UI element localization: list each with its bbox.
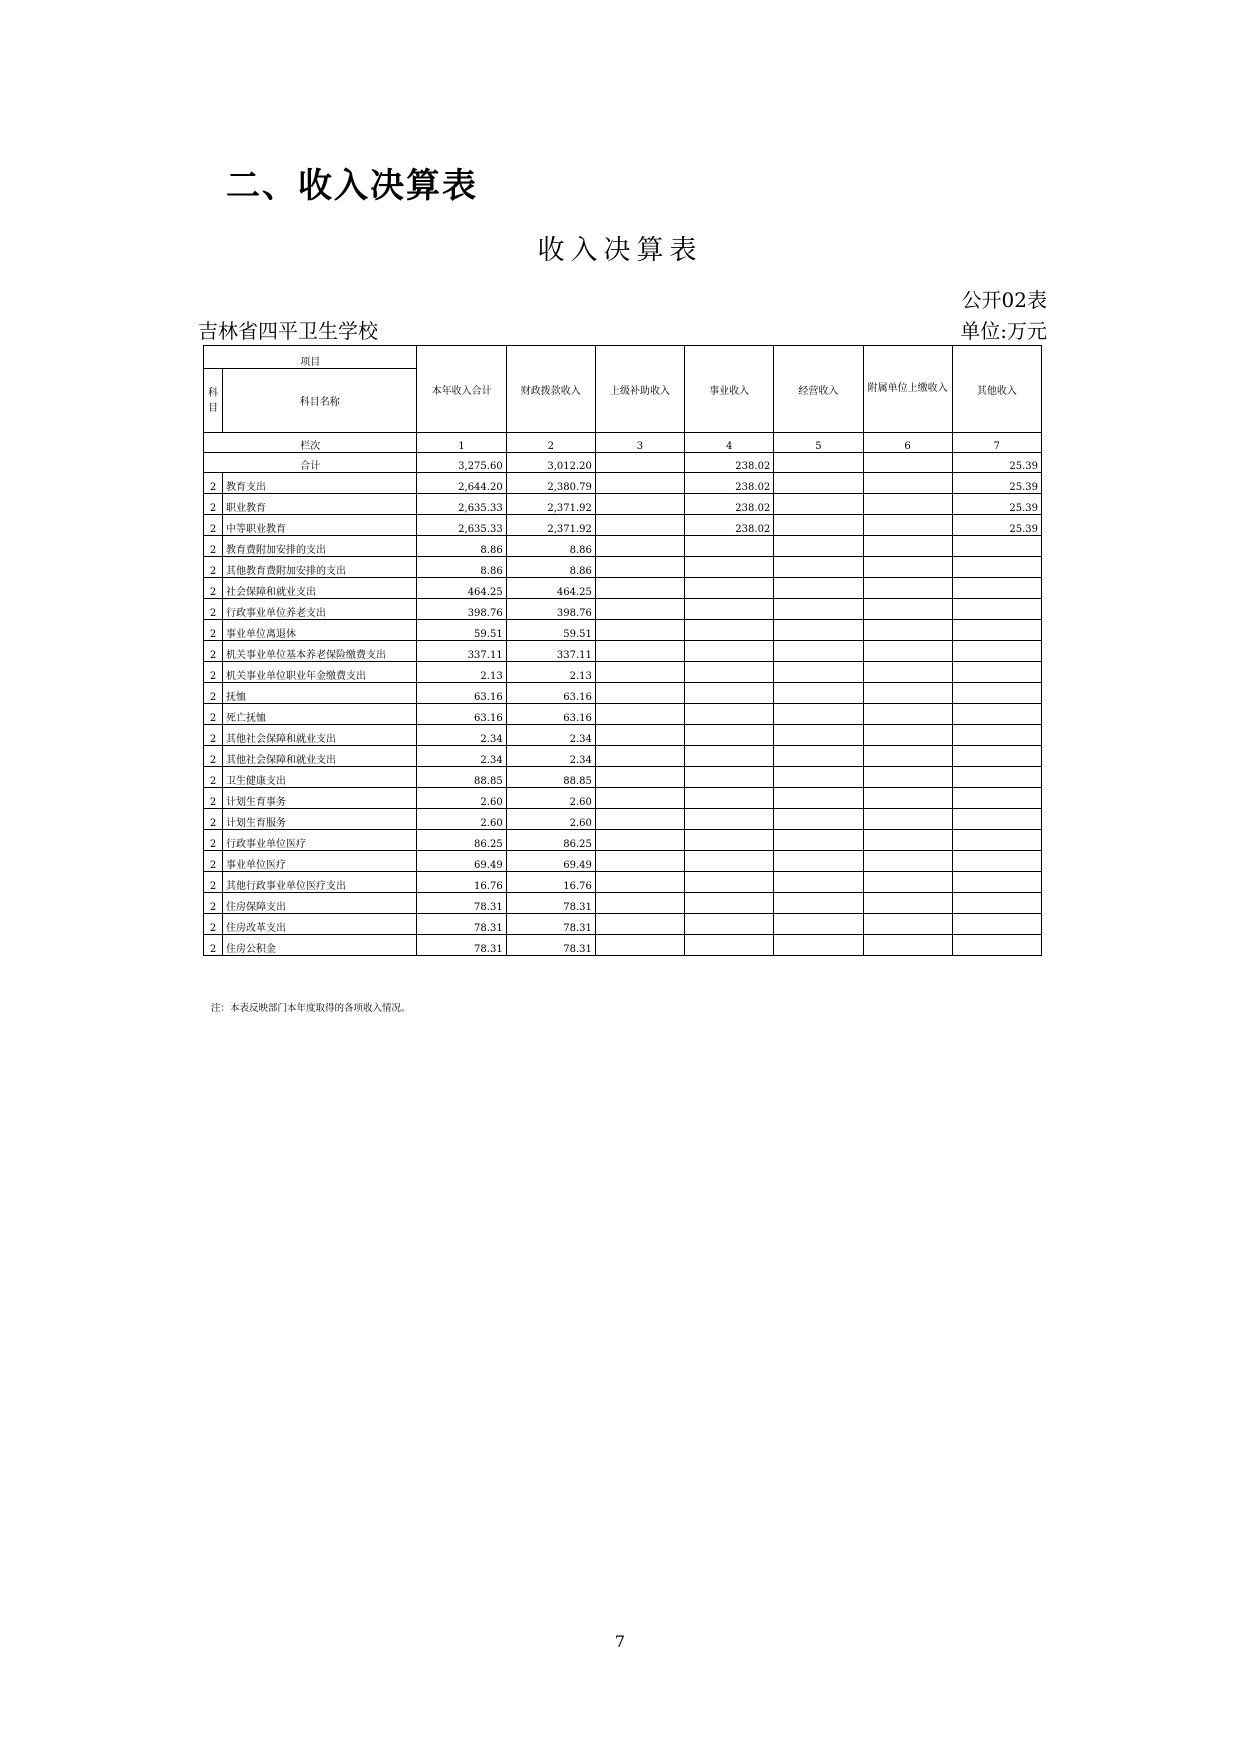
row-name: 行政事业单位医疗 bbox=[223, 830, 417, 851]
row-value bbox=[863, 620, 952, 641]
header-col-business: 事业收入 bbox=[685, 346, 774, 433]
row-value bbox=[863, 473, 952, 494]
row-code: 2 bbox=[204, 704, 223, 725]
row-value: 2,635.33 bbox=[417, 515, 506, 536]
row-value: 88.85 bbox=[506, 767, 595, 788]
row-value: 63.16 bbox=[417, 683, 506, 704]
row-code: 2 bbox=[204, 641, 223, 662]
row-value bbox=[774, 872, 863, 893]
row-name: 计划生育事务 bbox=[223, 788, 417, 809]
row-value bbox=[685, 767, 774, 788]
row-name: 教育支出 bbox=[223, 473, 417, 494]
row-value: 337.11 bbox=[506, 641, 595, 662]
row-code: 2 bbox=[204, 536, 223, 557]
row-value: 2.34 bbox=[417, 746, 506, 767]
row-code: 2 bbox=[204, 788, 223, 809]
row-value bbox=[685, 599, 774, 620]
row-code: 2 bbox=[204, 515, 223, 536]
row-value bbox=[863, 788, 952, 809]
row-value bbox=[863, 725, 952, 746]
row-value bbox=[774, 725, 863, 746]
row-value bbox=[774, 578, 863, 599]
row-value bbox=[952, 872, 1041, 893]
row-value bbox=[863, 767, 952, 788]
header-col-total: 本年收入合计 bbox=[417, 346, 506, 433]
row-code: 2 bbox=[204, 494, 223, 515]
row-value bbox=[595, 830, 684, 851]
row-code: 2 bbox=[204, 830, 223, 851]
row-value: 88.85 bbox=[417, 767, 506, 788]
row-value bbox=[595, 935, 684, 956]
row-value bbox=[774, 830, 863, 851]
page-number: 7 bbox=[614, 1632, 626, 1651]
row-value bbox=[863, 704, 952, 725]
row-value bbox=[595, 662, 684, 683]
header-code: 科目 bbox=[204, 369, 223, 433]
row-value: 2,635.33 bbox=[417, 494, 506, 515]
row-value: 8.86 bbox=[506, 557, 595, 578]
lanci-number: 7 bbox=[952, 433, 1041, 453]
row-value: 86.25 bbox=[417, 830, 506, 851]
table-row bbox=[204, 893, 1042, 914]
row-value bbox=[774, 473, 863, 494]
row-value bbox=[863, 809, 952, 830]
table-row bbox=[204, 536, 1042, 557]
row-code: 2 bbox=[204, 746, 223, 767]
row-value bbox=[863, 599, 952, 620]
row-value: 464.25 bbox=[506, 578, 595, 599]
row-name: 教育费附加安排的支出 bbox=[223, 536, 417, 557]
lanci-number: 5 bbox=[774, 433, 863, 453]
table-row bbox=[204, 767, 1042, 788]
row-value bbox=[595, 746, 684, 767]
row-value: 63.16 bbox=[506, 704, 595, 725]
row-value bbox=[685, 830, 774, 851]
row-code: 2 bbox=[204, 662, 223, 683]
table-row bbox=[204, 599, 1042, 620]
header-name: 科目名称 bbox=[223, 369, 417, 433]
lanci-label: 栏次 bbox=[204, 433, 417, 453]
row-value bbox=[863, 641, 952, 662]
row-value: 398.76 bbox=[417, 599, 506, 620]
row-name: 抚恤 bbox=[223, 683, 417, 704]
row-value bbox=[863, 662, 952, 683]
row-value bbox=[595, 557, 684, 578]
row-value: 8.86 bbox=[417, 557, 506, 578]
row-value bbox=[952, 830, 1041, 851]
row-name: 其他教育费附加安排的支出 bbox=[223, 557, 417, 578]
row-value bbox=[774, 746, 863, 767]
total-value bbox=[595, 453, 684, 473]
row-value bbox=[685, 641, 774, 662]
row-name: 机关事业单位基本养老保险缴费支出 bbox=[223, 641, 417, 662]
row-code: 2 bbox=[204, 683, 223, 704]
row-value bbox=[863, 494, 952, 515]
row-value: 2.34 bbox=[506, 725, 595, 746]
header-col-subsidy: 上级补助收入 bbox=[595, 346, 684, 433]
lanci-number: 2 bbox=[506, 433, 595, 453]
row-value bbox=[863, 557, 952, 578]
table-row bbox=[204, 662, 1042, 683]
lanci-number: 6 bbox=[863, 433, 952, 453]
row-value: 25.39 bbox=[952, 494, 1041, 515]
total-value bbox=[863, 453, 952, 473]
row-value: 78.31 bbox=[506, 914, 595, 935]
total-value: 25.39 bbox=[952, 453, 1041, 473]
row-value: 25.39 bbox=[952, 473, 1041, 494]
row-value bbox=[685, 851, 774, 872]
table-row bbox=[204, 494, 1042, 515]
row-value bbox=[863, 515, 952, 536]
row-value bbox=[952, 767, 1041, 788]
row-value bbox=[774, 683, 863, 704]
row-value bbox=[774, 851, 863, 872]
row-value bbox=[952, 578, 1041, 599]
row-value bbox=[774, 935, 863, 956]
row-value bbox=[774, 494, 863, 515]
table-title: 收入决算表 bbox=[537, 235, 703, 266]
row-value bbox=[595, 809, 684, 830]
income-table bbox=[203, 345, 1042, 956]
table-row bbox=[204, 725, 1042, 746]
data-rows bbox=[204, 473, 1042, 956]
row-value bbox=[685, 704, 774, 725]
row-code: 2 bbox=[204, 851, 223, 872]
row-value: 2.60 bbox=[417, 809, 506, 830]
row-value bbox=[952, 935, 1041, 956]
row-value bbox=[595, 515, 684, 536]
row-value bbox=[952, 557, 1041, 578]
table-row bbox=[204, 746, 1042, 767]
row-value bbox=[685, 914, 774, 935]
row-name: 行政事业单位养老支出 bbox=[223, 599, 417, 620]
row-code: 2 bbox=[204, 914, 223, 935]
row-name: 死亡抚恤 bbox=[223, 704, 417, 725]
row-value bbox=[595, 872, 684, 893]
table-row bbox=[204, 683, 1042, 704]
row-value bbox=[774, 515, 863, 536]
row-value bbox=[863, 683, 952, 704]
row-value bbox=[774, 557, 863, 578]
row-value: 78.31 bbox=[417, 935, 506, 956]
row-value bbox=[595, 767, 684, 788]
row-value bbox=[952, 914, 1041, 935]
total-value bbox=[774, 453, 863, 473]
row-value: 2,371.92 bbox=[506, 494, 595, 515]
table-row bbox=[204, 872, 1042, 893]
row-value bbox=[685, 683, 774, 704]
row-value bbox=[595, 914, 684, 935]
org-name: 吉林省四平卫生学校 bbox=[198, 319, 378, 343]
row-value: 2.13 bbox=[417, 662, 506, 683]
row-value bbox=[595, 494, 684, 515]
row-value bbox=[952, 893, 1041, 914]
row-value bbox=[685, 557, 774, 578]
row-value bbox=[952, 662, 1041, 683]
row-name: 中等职业教育 bbox=[223, 515, 417, 536]
row-value bbox=[595, 578, 684, 599]
total-label: 合计 bbox=[204, 453, 417, 473]
row-value: 2.60 bbox=[506, 809, 595, 830]
total-value: 3,275.60 bbox=[417, 453, 506, 473]
row-value: 78.31 bbox=[506, 893, 595, 914]
row-value bbox=[774, 914, 863, 935]
row-code: 2 bbox=[204, 809, 223, 830]
row-value bbox=[774, 536, 863, 557]
row-value: 63.16 bbox=[506, 683, 595, 704]
table-row bbox=[204, 914, 1042, 935]
row-value: 78.31 bbox=[417, 914, 506, 935]
row-value bbox=[595, 683, 684, 704]
table-row bbox=[204, 830, 1042, 851]
row-name: 事业单位医疗 bbox=[223, 851, 417, 872]
header-col-affiliated: 附属单位上缴收入 bbox=[863, 346, 952, 433]
row-name: 其他社会保障和就业支出 bbox=[223, 746, 417, 767]
row-value bbox=[774, 620, 863, 641]
row-value bbox=[774, 788, 863, 809]
lanci-number: 1 bbox=[417, 433, 506, 453]
table-row bbox=[204, 515, 1042, 536]
row-code: 2 bbox=[204, 893, 223, 914]
total-value: 238.02 bbox=[685, 453, 774, 473]
row-value bbox=[685, 725, 774, 746]
row-value: 2,644.20 bbox=[417, 473, 506, 494]
row-value: 2.34 bbox=[506, 746, 595, 767]
row-name: 其他行政事业单位医疗支出 bbox=[223, 872, 417, 893]
row-value: 16.76 bbox=[417, 872, 506, 893]
lanci-number: 4 bbox=[685, 433, 774, 453]
row-value: 2.34 bbox=[417, 725, 506, 746]
table-row bbox=[204, 620, 1042, 641]
row-value bbox=[952, 746, 1041, 767]
row-value bbox=[685, 578, 774, 599]
row-value: 78.31 bbox=[506, 935, 595, 956]
table-row bbox=[204, 473, 1042, 494]
row-code: 2 bbox=[204, 473, 223, 494]
row-code: 2 bbox=[204, 599, 223, 620]
row-value bbox=[685, 788, 774, 809]
table-row bbox=[204, 557, 1042, 578]
row-value bbox=[685, 746, 774, 767]
row-value: 238.02 bbox=[685, 473, 774, 494]
header-col-fiscal: 财政拨款收入 bbox=[506, 346, 595, 433]
row-value bbox=[952, 599, 1041, 620]
row-code: 2 bbox=[204, 620, 223, 641]
row-value bbox=[685, 809, 774, 830]
row-name: 事业单位离退休 bbox=[223, 620, 417, 641]
row-value bbox=[595, 473, 684, 494]
row-value: 2,380.79 bbox=[506, 473, 595, 494]
row-value: 78.31 bbox=[417, 893, 506, 914]
header-col-operating: 经营收入 bbox=[774, 346, 863, 433]
table-row bbox=[204, 578, 1042, 599]
row-value: 25.39 bbox=[952, 515, 1041, 536]
row-value bbox=[863, 578, 952, 599]
row-value bbox=[952, 788, 1041, 809]
row-name: 住房改革支出 bbox=[223, 914, 417, 935]
row-value bbox=[595, 599, 684, 620]
table-row bbox=[204, 935, 1042, 956]
row-value bbox=[952, 704, 1041, 725]
row-value: 2,371.92 bbox=[506, 515, 595, 536]
row-code: 2 bbox=[204, 935, 223, 956]
row-value bbox=[863, 536, 952, 557]
table-code: 公开02表 bbox=[961, 288, 1047, 312]
row-value bbox=[863, 746, 952, 767]
row-value bbox=[595, 536, 684, 557]
row-value: 238.02 bbox=[685, 515, 774, 536]
row-value bbox=[774, 893, 863, 914]
unit-label: 单位:万元 bbox=[960, 319, 1047, 343]
table-row bbox=[204, 809, 1042, 830]
row-value: 69.49 bbox=[506, 851, 595, 872]
total-value: 3,012.20 bbox=[506, 453, 595, 473]
row-value bbox=[774, 662, 863, 683]
row-value bbox=[863, 935, 952, 956]
row-value: 86.25 bbox=[506, 830, 595, 851]
row-value bbox=[863, 872, 952, 893]
lanci-number: 3 bbox=[595, 433, 684, 453]
row-value bbox=[774, 809, 863, 830]
row-value: 69.49 bbox=[417, 851, 506, 872]
table-row bbox=[204, 641, 1042, 662]
row-value: 398.76 bbox=[506, 599, 595, 620]
row-value: 16.76 bbox=[506, 872, 595, 893]
row-name: 住房保障支出 bbox=[223, 893, 417, 914]
row-value bbox=[685, 935, 774, 956]
row-value bbox=[952, 809, 1041, 830]
row-value bbox=[952, 725, 1041, 746]
row-code: 2 bbox=[204, 872, 223, 893]
section-heading: 二、收入决算表 bbox=[226, 166, 478, 206]
row-value bbox=[863, 851, 952, 872]
header-item: 项目 bbox=[204, 346, 417, 369]
row-value: 8.86 bbox=[417, 536, 506, 557]
row-value: 2.60 bbox=[417, 788, 506, 809]
table-row bbox=[204, 704, 1042, 725]
row-value bbox=[595, 620, 684, 641]
row-value bbox=[774, 704, 863, 725]
table-row bbox=[204, 851, 1042, 872]
row-value bbox=[774, 767, 863, 788]
row-value: 2.13 bbox=[506, 662, 595, 683]
row-value bbox=[595, 788, 684, 809]
row-value: 59.51 bbox=[506, 620, 595, 641]
row-value: 337.11 bbox=[417, 641, 506, 662]
row-name: 住房公积金 bbox=[223, 935, 417, 956]
row-value bbox=[774, 641, 863, 662]
row-value bbox=[685, 872, 774, 893]
row-value: 63.16 bbox=[417, 704, 506, 725]
row-name: 社会保障和就业支出 bbox=[223, 578, 417, 599]
row-value: 59.51 bbox=[417, 620, 506, 641]
row-value bbox=[952, 536, 1041, 557]
row-name: 职业教育 bbox=[223, 494, 417, 515]
row-value: 8.86 bbox=[506, 536, 595, 557]
row-value bbox=[685, 620, 774, 641]
table-row bbox=[204, 788, 1042, 809]
row-value bbox=[685, 893, 774, 914]
row-code: 2 bbox=[204, 578, 223, 599]
row-value bbox=[863, 893, 952, 914]
row-value: 2.60 bbox=[506, 788, 595, 809]
row-value bbox=[952, 683, 1041, 704]
lanci-row bbox=[204, 433, 1042, 453]
row-value bbox=[595, 851, 684, 872]
row-value bbox=[863, 830, 952, 851]
row-name: 机关事业单位职业年金缴费支出 bbox=[223, 662, 417, 683]
row-value: 464.25 bbox=[417, 578, 506, 599]
row-value bbox=[685, 662, 774, 683]
row-value bbox=[952, 641, 1041, 662]
row-value bbox=[774, 599, 863, 620]
row-value bbox=[863, 914, 952, 935]
row-name: 计划生育服务 bbox=[223, 809, 417, 830]
header-col-other: 其他收入 bbox=[952, 346, 1041, 433]
total-row bbox=[204, 453, 1042, 473]
row-code: 2 bbox=[204, 725, 223, 746]
row-value bbox=[595, 704, 684, 725]
row-value bbox=[685, 536, 774, 557]
row-value bbox=[595, 893, 684, 914]
table-note: 注：本表反映部门本年度取得的各项收入情况。 bbox=[211, 1003, 411, 1014]
row-value bbox=[595, 641, 684, 662]
row-value bbox=[595, 725, 684, 746]
row-name: 其他社会保障和就业支出 bbox=[223, 725, 417, 746]
row-value bbox=[952, 851, 1041, 872]
row-value bbox=[952, 620, 1041, 641]
row-name: 卫生健康支出 bbox=[223, 767, 417, 788]
row-code: 2 bbox=[204, 557, 223, 578]
row-value: 238.02 bbox=[685, 494, 774, 515]
row-code: 2 bbox=[204, 767, 223, 788]
